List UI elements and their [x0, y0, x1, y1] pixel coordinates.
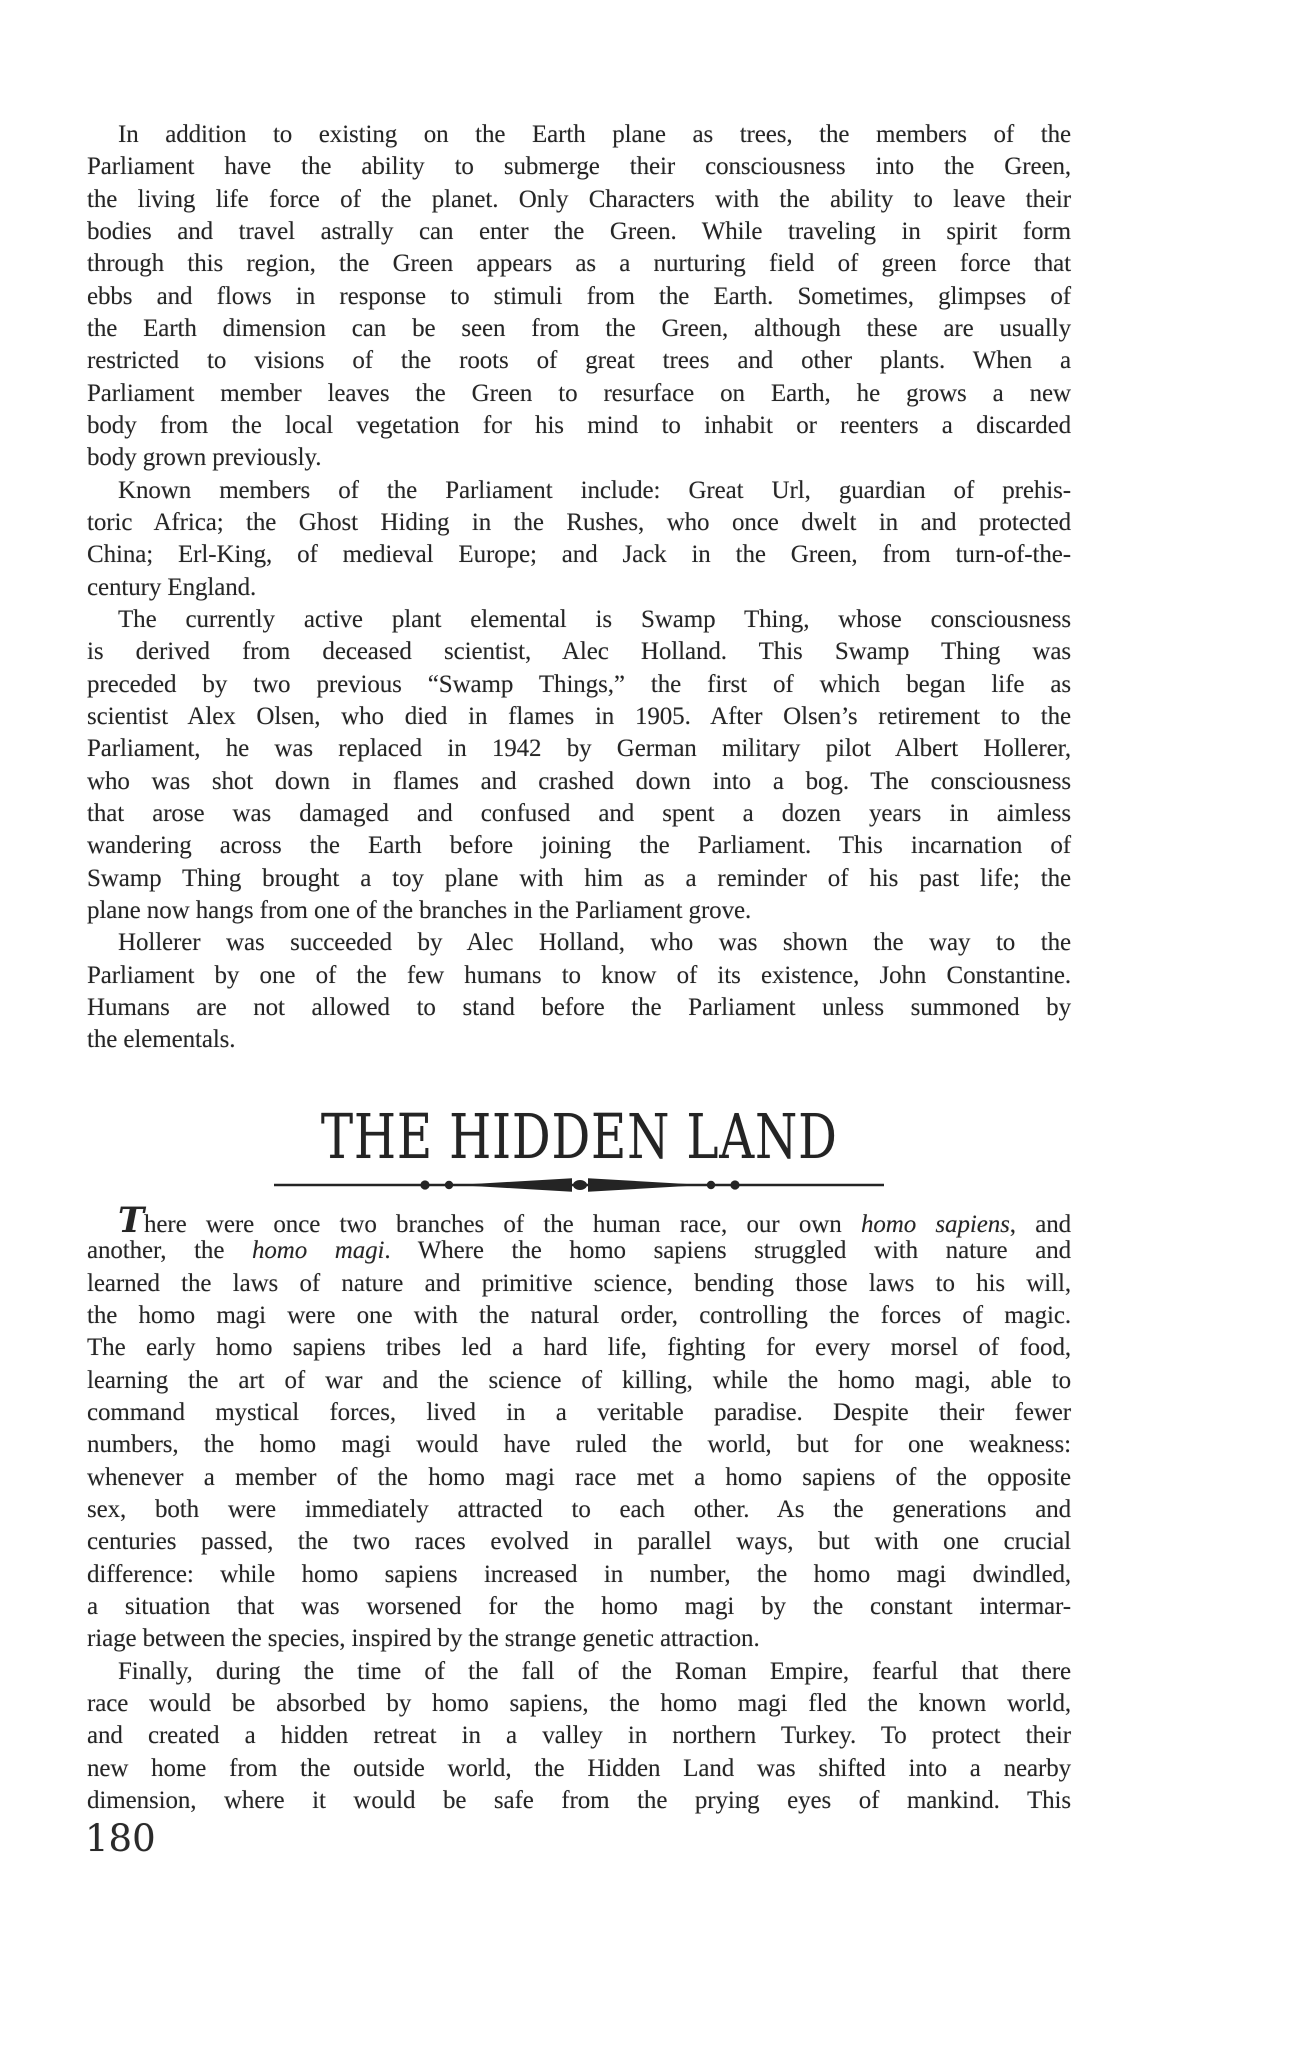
text-line: the living life force of the planet. Only Characters with the ability to leave their	[87, 185, 1071, 213]
text-line: a situation that was worsened for the homo magi by the constant intermar-	[87, 1592, 1071, 1620]
text-line: In addition to existing on the Earth plane as trees, the members of the	[118, 121, 1071, 148]
text-line: is derived from deceased scientist, Alec Holland. This Swamp Thing was	[87, 638, 1071, 666]
text-line: Parliament have the ability to submerge their consciousness into the Green,	[87, 153, 1071, 181]
text-line: the elementals.	[87, 1026, 236, 1054]
text-line: race would be absorbed by homo sapiens, the homo magi fled the known world,	[87, 1689, 1071, 1717]
text-line: Swamp Thing brought a toy plane with him as a reminder of his past life; the	[87, 864, 1071, 892]
hidden-land-text-block	[87, 1200, 1071, 1817]
text-line: new home from the outside world, the Hidden Land was shifted into a nearby	[87, 1754, 1071, 1782]
text-line: sex, both were immediately attracted to each other. As the generations and	[87, 1495, 1071, 1523]
text-line: scientist Alex Olsen, who died in flames in 1905. After Olsen’s retirement to the	[87, 702, 1071, 730]
text-line: body grown previously.	[87, 444, 322, 472]
text-line: numbers, the homo magi would have ruled the world, but for one weakness:	[87, 1431, 1071, 1459]
text-line: restricted to visions of the roots of great trees and other plants. When a	[87, 347, 1071, 375]
section-heading-text: THE HIDDEN LAND	[320, 1100, 838, 1173]
text-line: dimension, where it would be safe from the prying eyes of mankind. This	[87, 1786, 1071, 1814]
text-line: learned the laws of nature and primitive science, bending those laws to his will,	[87, 1269, 1071, 1297]
text-line: ebbs and flows in response to stimuli from the Earth. Sometimes, glimpses of	[87, 282, 1071, 310]
text-line: Parliament member leaves the Green to resurface on Earth, he grows a new	[87, 379, 1071, 407]
text-line: The early homo sapiens tribes led a hard life, fighting for every morsel of food,	[87, 1334, 1071, 1362]
text-line: through this region, the Green appears as a nurturing field of green force that	[87, 250, 1071, 278]
page-number: 180	[85, 1817, 156, 1860]
text-line: toric Africa; the Ghost Hiding in the Rushes, who once dwelt in and protected	[87, 508, 1071, 536]
text-line: the homo magi were one with the natural order, controlling the forces of magic.	[87, 1301, 1071, 1329]
lead-capital: T	[118, 1200, 144, 1241]
text-line: Parliament by one of the few humans to know of its existence, John Constantine.	[87, 961, 1071, 989]
text-line: preceded by two previous “Swamp Things,” the first of which began life as	[87, 670, 1071, 698]
text-line: century England.	[87, 573, 257, 601]
text-line: another, the homo magi. Where the homo sapiens struggled with nature and	[87, 1237, 1071, 1265]
text-line: Humans are not allowed to stand before the Parliament unless summoned by	[87, 993, 1071, 1021]
text-line: wandering across the Earth before joining the Parliament. This incarnation of	[87, 832, 1071, 860]
text-line: Hollerer was succeeded by Alec Holland, who was shown the way to the	[118, 929, 1071, 957]
text-line: body from the local vegetation for his mind to inhabit or reenters a discarded	[87, 411, 1071, 439]
text-line: Known members of the Parliament include: Great Url, guardian of prehis-	[118, 476, 1071, 504]
text-line: learning the art of war and the science of killing, while the homo magi, able to	[87, 1366, 1071, 1394]
text-line: command mystical forces, lived in a veritable paradise. Despite their fewer	[87, 1398, 1071, 1426]
heading-divider-ornament-icon	[274, 1176, 884, 1194]
text-line: riage between the species, inspired by the strange genetic attraction.	[87, 1625, 760, 1653]
text-line: the Earth dimension can be seen from the Green, although these are usually	[87, 314, 1071, 342]
text-line: who was shot down in flames and crashed down into a bog. The consciousness	[87, 767, 1071, 795]
text-line: whenever a member of the homo magi race met a homo sapiens of the opposite	[87, 1463, 1071, 1491]
text-line: and created a hidden retreat in a valley in northern Turkey. To protect their	[87, 1722, 1071, 1750]
text-line: bodies and travel astrally can enter the Green. While traveling in spirit form	[87, 217, 1071, 245]
parliament-text-block	[87, 119, 1071, 1057]
text-line: plane now hangs from one of the branches in the Parliament grove.	[87, 896, 752, 924]
text-line: The currently active plant elemental is Swamp Thing, whose consciousness	[118, 605, 1071, 633]
section-heading	[87, 1100, 1071, 1173]
text-line: China; Erl-King, of medieval Europe; and Jack in the Green, from turn-of-the-	[87, 541, 1071, 569]
text-line: Finally, during the time of the fall of the Roman Empire, fearful that there	[118, 1657, 1071, 1685]
text-line: Parliament, he was replaced in 1942 by German military pilot Albert Hollerer,	[87, 735, 1071, 763]
text-line: centuries passed, the two races evolved in parallel ways, but with one crucial	[87, 1528, 1071, 1556]
text-line: difference: while homo sapiens increased in number, the homo magi dwindled,	[87, 1560, 1071, 1588]
text-line: that arose was damaged and confused and spent a dozen years in aimless	[87, 799, 1071, 827]
text-line: There were once two branches of the human race, our own homo sapiens, and	[118, 1200, 1071, 1241]
